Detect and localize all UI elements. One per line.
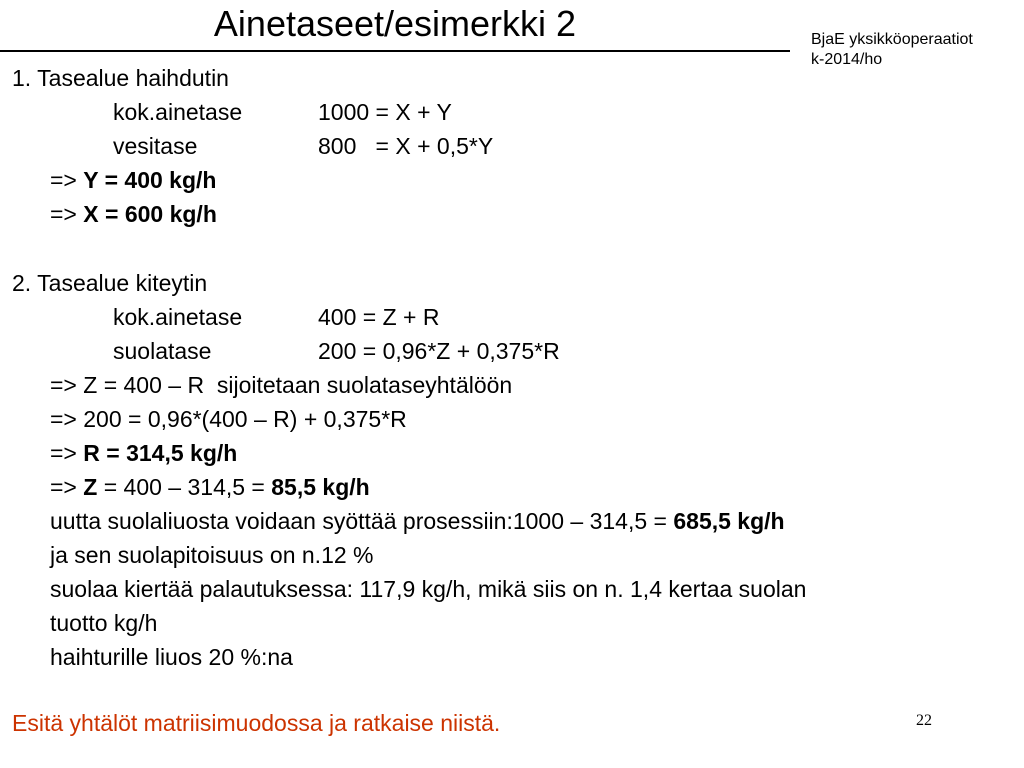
salt-content-line: ja sen suolapitoisuus on n.12 %: [50, 542, 374, 568]
evaporator-feed-line: haihturille liuos 20 %:na: [50, 644, 293, 670]
course-code: k-2014/ho: [811, 51, 883, 68]
course-name: BjaE yksikköoperaatiot: [811, 31, 973, 48]
recycle-line-1: suolaa kiertää palautuksessa: 117,9 kg/h, mikä siis on n. 1,4 kertaa suolan: [50, 576, 807, 602]
feed-text: uutta suolaliuosta voidaan syöttää prosessiin:1000 – 314,5 =: [50, 508, 674, 534]
section1-result-y: [50, 167, 216, 194]
feed-line: [50, 508, 785, 535]
arrow: =>: [50, 167, 77, 193]
section2-heading: 2. Tasealue kiteytin: [12, 270, 208, 296]
page-number: 22: [916, 712, 932, 729]
recycle-line-2: tuotto kg/h: [50, 610, 158, 636]
section2-row1-equation: 400 = Z + R: [318, 304, 440, 330]
section1-row2-equation: 800 = X + 0,5*Y: [318, 133, 494, 159]
arrow: =>: [50, 440, 77, 466]
z-calculation: = 400 – 314,5 =: [97, 474, 272, 500]
feed-result-value: 685,5 kg/h: [673, 508, 785, 534]
section1-row1-equation: 1000 = X + Y: [318, 99, 452, 125]
task-instruction: Esitä yhtälöt matriisimuodossa ja ratkaise niistä.: [12, 710, 501, 736]
result-y-value: Y = 400 kg/h: [83, 167, 217, 193]
section2-row2-equation: 200 = 0,96*Z + 0,375*R: [318, 338, 560, 364]
section2-step2: => 200 = 0,96*(400 – R) + 0,375*R: [50, 406, 407, 432]
result-r-value: R = 314,5 kg/h: [83, 440, 238, 466]
title-underline: [0, 50, 790, 52]
z-result-value: 85,5 kg/h: [271, 474, 370, 500]
section2-result-r: [50, 440, 237, 467]
z-symbol: Z: [83, 474, 98, 500]
section2-step1: => Z = 400 – R sijoitetaan suolataseyhtälöön: [50, 372, 513, 398]
section1-row1-label: kok.ainetase: [113, 99, 243, 125]
slide-title: Ainetaseet/esimerkki 2: [213, 3, 577, 44]
section1-row2-label: vesitase: [113, 133, 198, 159]
arrow: =>: [50, 201, 77, 227]
result-x-value: X = 600 kg/h: [83, 201, 217, 227]
arrow: =>: [50, 474, 77, 500]
section2-row2-label: suolatase: [113, 338, 212, 364]
section2-result-z: [50, 474, 370, 501]
section2-row1-label: kok.ainetase: [113, 304, 243, 330]
section1-result-x: [50, 201, 217, 228]
section1-heading: 1. Tasealue haihdutin: [12, 65, 229, 91]
